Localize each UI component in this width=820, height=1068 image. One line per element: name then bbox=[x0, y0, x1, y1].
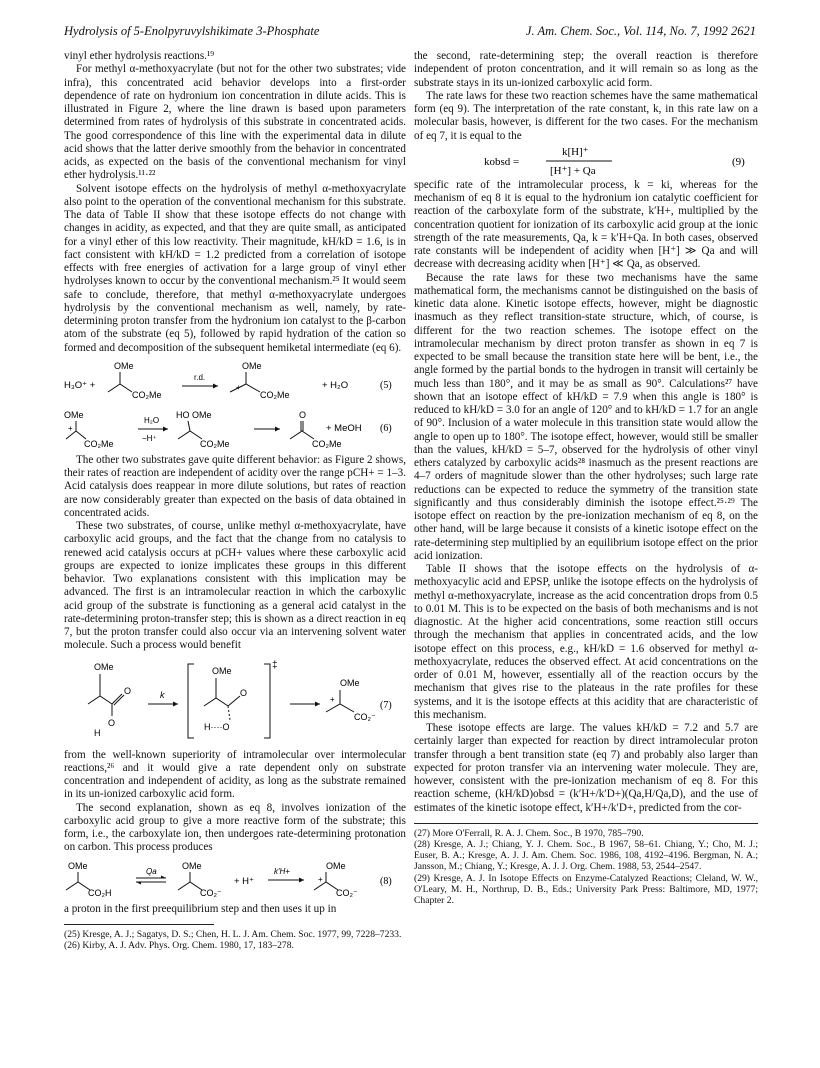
eq6-number: (6) bbox=[380, 422, 392, 434]
footnote: (26) Kirby, A. J. Adv. Phys. Org. Chem. 1980, 17, 183–278. bbox=[64, 939, 294, 951]
eq6-meoh: + MeOH bbox=[326, 422, 362, 434]
eq7-k: k bbox=[160, 689, 165, 700]
eq9-numerator: k[H]⁺ bbox=[562, 145, 589, 158]
eq7-co2: CO₂⁻ bbox=[354, 711, 376, 722]
eq5-ome1: OMe bbox=[114, 360, 134, 371]
svg-text:O: O bbox=[108, 717, 116, 728]
right-column bbox=[414, 50, 758, 906]
footnote: (25) Kresge, A. J.; Sagatys, D. S.; Chen, H. L. J. Am. Chem. Soc. 1977, 99, 7228–7233. bbox=[64, 928, 402, 940]
paragraph: The rate laws for these two reaction schemes have the same mathematical form (eq 9). The interpretation of the rate constant, k, in this rate law on a molecular basis, however, is different for the two cases. For the mechanism of eq 7, it is equal to the bbox=[414, 89, 758, 142]
footnote: (27) More O'Ferrall, R. A. J. Chem. Soc., B 1970, 785–790. bbox=[414, 827, 644, 839]
equation-6 bbox=[64, 409, 406, 449]
eq5-rd: r.d. bbox=[194, 372, 206, 382]
eq7-o2: O bbox=[240, 687, 248, 698]
svg-text:+: + bbox=[318, 874, 323, 884]
eq5-co2me1: CO₂Me bbox=[132, 389, 162, 400]
footnote: (29) Kresge, A. J. In Isotope Effects on Enzyme-Catalyzed Reactions; Cleland, W. W., O'Leary, M. H., Northrup, D. B., Eds.; University Park Press: Baltimore, MD, 1977; Chapter 2. bbox=[414, 872, 758, 906]
eq8-plus-h: + H⁺ bbox=[234, 875, 255, 887]
paragraph: These two substrates, of course, unlike methyl α-methoxyacrylate, have carboxylic acid groups, and the fact that the change from no catalysis to renewed acid catalysis occurs at pCH+ values where these carboxylic acid groups are expected to ionize implicates these groups in this different behavior. Two explanations consistent with this implication may be advanced. The first is an intramolecular reaction in which the carboxylic acid group of the substrate is functioning as a general acid catalyst in the rate-determining proton-transfer step; this is shown as a direct reaction in eq 7, but the proton transfer could also occur via an intervening solvent water molecule. Such a process would benefit bbox=[64, 520, 406, 652]
eq5-h2o: + H₂O bbox=[322, 379, 349, 391]
footnotes bbox=[64, 929, 406, 951]
equation-7 bbox=[64, 658, 406, 744]
eq8-co2b: CO₂⁻ bbox=[336, 887, 358, 898]
eq9-denominator: [H⁺] + Qa bbox=[550, 164, 596, 177]
eq9-lhs: kobsd = bbox=[484, 155, 520, 168]
paragraph: The other two substrates gave quite different behavior: as Figure 2 shows, their rates of reaction are independent of acidity over the range pCH+ = 1–3. Acid catalysis does reappear in more dilute solutions, but rates of reaction are now considerably greater than expected on the basis of data obtained in concentrated acids. bbox=[64, 453, 406, 519]
eq7-ome2: OMe bbox=[212, 665, 232, 676]
eq7-ome1: OMe bbox=[94, 661, 114, 672]
eq8-qa: Qa bbox=[146, 866, 157, 876]
paragraph: Solvent isotope effects on the hydrolysis of methyl α-methoxyacrylate also point to the operation of the conventional mechanism for this substrate. The data of Table II show that these isotope effects do not change with changes in acidity, as expected, and that they are quite small, as anticipated for a vinyl ether of this low reactivity. Their magnitude, kH/kD = 1.6, is in fact consistent with kH/kD = 1.2 predicted from a correlation of isotope effects with free energies of activation for a large group of vinyl ether hydrolyses known to occur by the conventional mechanism.²⁵ It would seem safe to conclude, therefore, that methyl α-methoxyacrylate undergoes hydrolysis by the conventional mechanism as well, namely, by rate-determining proton transfer from the hydronium ion catalyst to the β-carbon atom of the substrate (eq 5), followed by rapid hydration of the cation so formed and decomposition of the subsequent hemiketal intermediate (eq 6). bbox=[64, 182, 406, 354]
eq6-co2me3: CO₂Me bbox=[312, 438, 342, 449]
eq6-o: O bbox=[299, 409, 307, 420]
paragraph: vinyl ether hydrolysis reactions.¹⁹ bbox=[64, 50, 215, 62]
eq6-co2me1: CO₂Me bbox=[84, 438, 114, 449]
footnote-rule bbox=[414, 823, 758, 824]
paragraph: The second explanation, shown as eq 8, involves ionization of the carboxylic acid group to give a more reactive form of the substrate; this form, i.e., the carboxylate ion, then undergoes rate-determining protonation on carbon. This process produces bbox=[64, 801, 406, 854]
paragraph: These isotope effects are large. The values kH/kD = 7.2 and 5.7 are certainly larger than expected for reaction by direct intramolecular proton transfer through a bent transition state (eq 7) and probably also larger than expected for proton transfer via an intervening water molecule. They are, however, consistent with the pre-ionization mechanism of eq 8. For this reaction scheme, (kH/kD)obsd = (k′H+/k′D+)(Qa,H/Qa,D), and the use of estimates of the kinetic isotope effect, k′H+/k′D+, predicted from the cor- bbox=[414, 722, 758, 814]
paragraph: from the well-known superiority of intramolecular over intermolecular reactions,²⁶ and it would give a rate dependent only on substrate concentration and independent of acidity, as long as the substrate remained in its un-ionized carboxylic acid form. bbox=[64, 748, 406, 801]
eq7-h: H bbox=[94, 727, 101, 738]
eq8-co2h: CO₂H bbox=[88, 887, 112, 898]
eq7-hdots: H····O bbox=[204, 721, 230, 732]
eq8-co2a: CO₂⁻ bbox=[200, 887, 222, 898]
equation-9 bbox=[414, 143, 758, 179]
footnote: (28) Kresge, A. J.; Chiang, Y. J. Chem. Soc., B 1967, 58–61. Chiang, Y.; Cho, M. J.; Euser, B. A.; Kresge, A. J. J. Am. Chem. Soc. 1986, 108, 4192–4196. Bergman, N. A.; Jansson, M.; Chiang, Y.; Kresge, A. J. J. Org. Chem. 1988, 53, 2544–2547. bbox=[414, 838, 758, 873]
eq6-ome1: OMe bbox=[64, 409, 84, 420]
paragraph: Because the rate laws for these two mechanisms have the same mathematical form, the mechanisms cannot be distinguished on the basis of kinetic data alone. Kinetic isotope effects, however, might be diagnostic inasmuch as they reflect transition-state structure, which, of course, is different for the two reaction schemes. The isotope effect on the intramolecular mechanism by direct proton transfer as shown in eq 7 is expected to be small because the transition state here will be bent, i.e., the angle formed by the partial bonds to the hydrogen in transit will certainly be much less than 180°, and it may be as small as 90°. Calculations²⁷ have shown that an isotope effect of kH/kD = 7.9 when this angle is 180° is reduced to kH/kD = 3.0 for an angle of 120° and to kH/kD = 1.7 for an angle of 90°. Inclusion of a water molecule in this transition state would allow the angle to open up to 180°. The isotope effect, however, would still be smaller than the values, kH/kD = 5–7, observed for the hydrolysis of other vinyl ethers catalyzed by carboxylic acids²⁸ inasmuch as the present reactions are 4–7 orders of magnitude slower than the other hydrolyses; such large rate reductions can be expected to reduce the symmetry of the transition state significantly and thus considerably diminish the isotope effect.²⁵·²⁹ The isotope effect on reaction by the pre-ionization mechanism of eq 8, on the other hand, will be large because it consists of a kinetic isotope effect on the rate-determining step multiplied by an equilibrium isotope effect on the prior acid ionization. bbox=[414, 271, 758, 562]
paragraph: the second, rate-determining step; the overall reaction is therefore independent of proton concentration, and it will remain so as long as the substrate stays in its un-ionized carboxylic acid form. bbox=[414, 50, 758, 89]
eq8-number: (8) bbox=[380, 875, 392, 887]
eq7-number: (7) bbox=[380, 699, 392, 711]
eq6-hoome: HO OMe bbox=[176, 409, 212, 420]
left-column bbox=[64, 50, 406, 951]
header-journal: J. Am. Chem. Soc., Vol. 114, No. 7, 1992 2621 bbox=[525, 24, 756, 38]
footnote-rule bbox=[64, 924, 214, 925]
svg-text:+: + bbox=[330, 694, 335, 704]
eq9-number: (9) bbox=[732, 155, 745, 168]
eq6-co2me2: CO₂Me bbox=[200, 438, 230, 449]
eq7-ome3: OMe bbox=[340, 677, 360, 688]
header-title: Hydrolysis of 5-Enolpyruvylshikimate 3-Phosphate bbox=[64, 24, 320, 38]
eq6-h2o: H₂O bbox=[144, 415, 160, 425]
eq8-ome1: OMe bbox=[68, 860, 88, 871]
eq5-ome2: OMe bbox=[242, 360, 262, 371]
eq6-minus-h: −H⁺ bbox=[142, 433, 157, 443]
paragraph: specific rate of the intramolecular process, k = ki, whereas for the mechanism of eq 8 it is equal to the hydronium ion catalytic coefficient for reaction of the carboxylate form of the substrate, k′H+, multiplied by the concentration quotient for ionization of its carboxylic acid group at the ionic strength of the rate measurements, Qa, k = k′H+Qa. In both cases, observed rate constants will be independent of acidity when [H⁺] ≫ Qa and will decrease with decreasing acidity when [H⁺] ≪ Qa, as observed. bbox=[414, 178, 758, 271]
paragraph: For methyl α-methoxyacrylate (but not for the other two substrates; vide infra), this concentrated acid behavior develops into a first-order dependence of rate on hydronium ion concentration in dilute acids. This is illustrated in Figure 2, where the line drawn is based upon parameters determined from rates of hydrolysis of this substrate in concentrated acids. The good correspondence of this line with the experimental data in dilute acid shows that the latter derive smoothly from the behavior in concentrated acids, as expected on the basis of the conventional mechanism for vinyl ether hydrolysis.¹¹·²² bbox=[64, 63, 406, 182]
svg-text:+: + bbox=[68, 423, 73, 433]
eq8-kh: k′H+ bbox=[274, 866, 290, 876]
eq7-o1: O bbox=[124, 685, 132, 696]
paragraph: a proton in the first preequilibrium step and then uses it up in bbox=[64, 902, 337, 915]
footnotes bbox=[414, 828, 758, 906]
eq5-h3o: H₃O⁺ + bbox=[64, 379, 96, 391]
eq8-ome2: OMe bbox=[182, 860, 202, 871]
running-header bbox=[64, 24, 756, 40]
eq5-co2me2: CO₂Me bbox=[260, 389, 290, 400]
eq5-number: (5) bbox=[380, 379, 392, 391]
svg-text:+: + bbox=[236, 382, 241, 392]
paragraph: Table II shows that the isotope effects on the hydrolysis of α-methoxyacylic acid and EPSP, unlike the isotope effects on the hydrolysis of methyl α-methoxyacrylate, increase as the acid concentration drops from 0.5 to 0.01 M. This is to be expected on the basis of both mechanisms and is not diagnostic. At the higher acid concentrations, some reaction still occurs through the mechanism that applies in concentrated acids, and the low isotope effect on this process, e.g., kH/kD = 1.6 observed for methyl α-methoxyacrylate, reduces the observed effect. At acid concentrations on the order of 0.01 M, however, essentially all of the reaction occurs by the mechanism that gives rise to the plateaus in the rate profiles for these systems, and it is the isotope effects at this acidity that are characteristic of this mechanism. bbox=[414, 563, 758, 721]
eq7-dagger: ‡ bbox=[272, 659, 278, 671]
eq8-ome3: OMe bbox=[326, 860, 346, 871]
equation-8 bbox=[64, 860, 406, 898]
equation-5 bbox=[64, 360, 406, 404]
